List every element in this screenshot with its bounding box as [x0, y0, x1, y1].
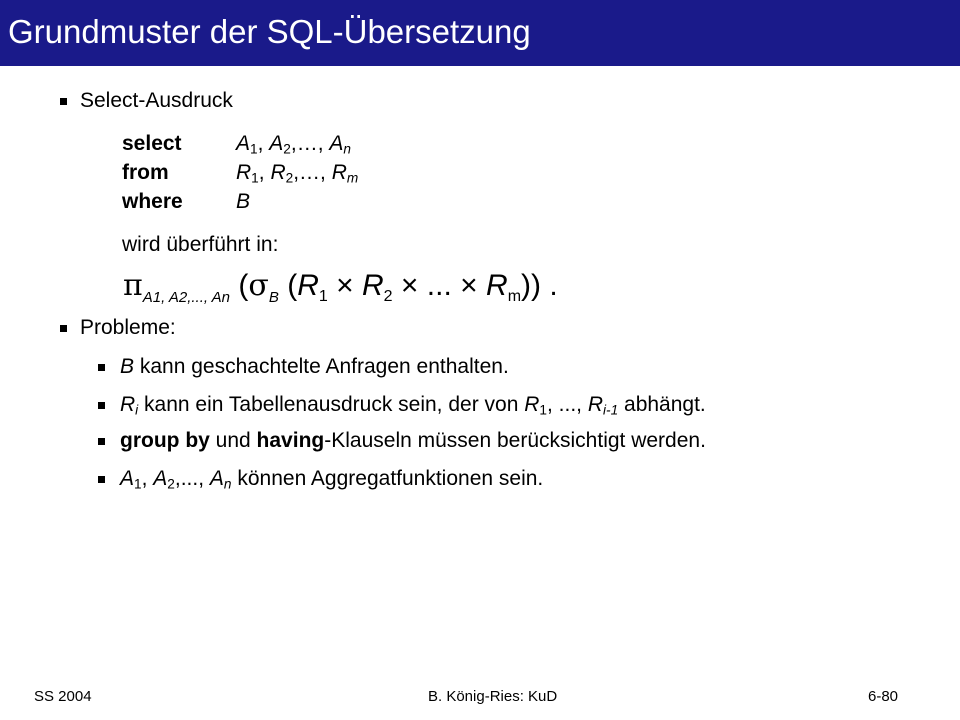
- bullet-square-icon: [98, 364, 105, 371]
- problem-item-4: $A_1$, $A_2$,..., $A_n$ können Aggregatfunktionen sein.: [120, 467, 544, 492]
- selection-condition: B: [268, 289, 279, 306]
- bullet-square-icon: [98, 476, 105, 483]
- bullet-square-icon: [60, 325, 67, 332]
- select-heading: Select-Ausdruck: [80, 89, 233, 112]
- sigma-symbol: σ: [248, 268, 269, 303]
- query-select-keyword: select: [122, 132, 182, 155]
- query-from-relations: $R_1$, $R_2,\dots$, $R_m$: [236, 161, 359, 186]
- query-where-condition: B: [236, 190, 251, 213]
- problem-item-2: $R_i$ kann ein Tabellenausdruck sein, der von $R_1$, ..., $R_{i-1}$ abhängt.: [120, 393, 706, 418]
- slide-title: Grundmuster der SQL-Übersetzung: [8, 13, 531, 50]
- query-from-keyword: from: [122, 161, 169, 184]
- bullet-square-icon: [60, 98, 67, 105]
- transformed-label: wird überführt in:: [122, 233, 279, 256]
- query-where-keyword: where: [122, 190, 183, 213]
- query-select-attrs: $A_1$, $A_2,\dots$, $A_n$: [236, 132, 352, 157]
- footer-left: SS 2004: [34, 688, 92, 705]
- title-bar: [0, 0, 960, 66]
- problem-item-1: B kann geschachtelte Anfragen enthalten.: [120, 355, 509, 378]
- bullet-square-icon: [98, 402, 105, 409]
- projection-attributes: A1, A2,..., An: [142, 289, 230, 306]
- problems-heading: Probleme:: [80, 316, 176, 339]
- bullet-square-icon: [98, 438, 105, 445]
- footer-page-number: 6-80: [868, 688, 899, 705]
- relational-algebra-formula: $\pi_{A1, A2,..., An}$ ($\sigma_B$ ($R_1 \times R_2$ × ... × $R_m$)) .: [123, 268, 558, 306]
- footer-center: B. König-Ries: KuD: [428, 688, 558, 705]
- pi-symbol: π: [123, 268, 143, 303]
- problem-item-3: group by und having-Klauseln müssen berücksichtigt werden.: [120, 429, 706, 452]
